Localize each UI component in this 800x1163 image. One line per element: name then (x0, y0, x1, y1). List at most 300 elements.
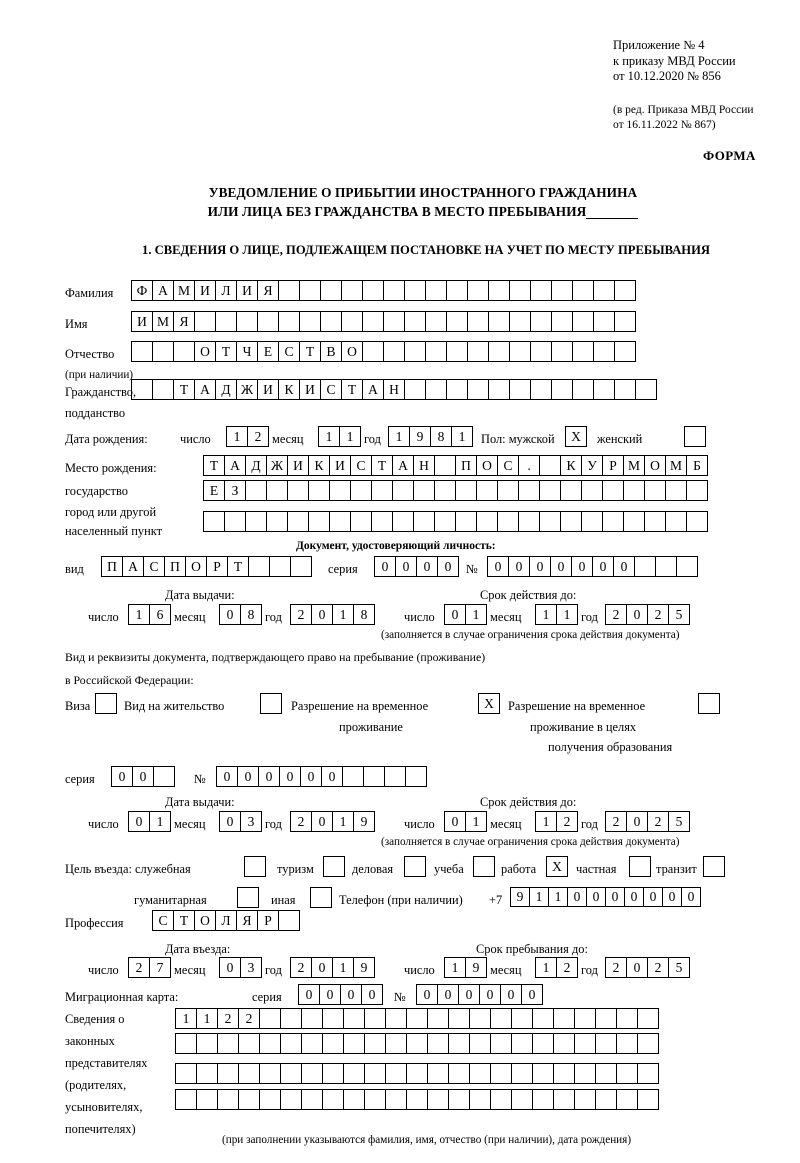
form-cell[interactable]: 0 (216, 766, 238, 787)
form-cell[interactable]: Т (371, 455, 393, 476)
checkbox-female[interactable] (684, 426, 705, 447)
form-cell[interactable]: Р (602, 455, 624, 476)
form-cell[interactable] (131, 379, 153, 400)
form-cell[interactable] (509, 280, 531, 301)
form-cell[interactable]: 2 (605, 957, 627, 978)
form-cell[interactable] (301, 1089, 323, 1110)
form-cell[interactable] (665, 480, 687, 501)
form-cell[interactable] (362, 311, 384, 332)
form-cell[interactable]: 0 (132, 766, 154, 787)
field-birth-year[interactable] (388, 426, 472, 447)
field-birth-place-row-3[interactable] (203, 511, 707, 532)
form-cell[interactable] (511, 1063, 533, 1084)
form-cell[interactable]: М (665, 455, 687, 476)
form-cell[interactable] (614, 341, 636, 362)
form-cell[interactable]: М (623, 455, 645, 476)
form-cell[interactable] (364, 1033, 386, 1054)
form-cell[interactable] (245, 480, 267, 501)
form-cell[interactable]: 9 (465, 957, 487, 978)
form-cell[interactable] (266, 511, 288, 532)
form-cell[interactable] (553, 1033, 575, 1054)
form-cell[interactable]: 8 (430, 426, 452, 447)
form-cell[interactable]: 1 (444, 957, 466, 978)
form-cell[interactable] (371, 511, 393, 532)
checkbox-cell[interactable] (404, 856, 426, 877)
field-citizenship[interactable] (131, 379, 656, 400)
form-cell[interactable] (574, 1063, 596, 1084)
form-cell[interactable] (446, 311, 468, 332)
form-cell[interactable]: Е (257, 341, 279, 362)
form-cell[interactable] (530, 311, 552, 332)
form-cell[interactable] (425, 311, 447, 332)
checkbox-temp-residence[interactable] (478, 693, 499, 714)
form-cell[interactable] (196, 1033, 218, 1054)
form-cell[interactable]: 0 (258, 766, 280, 787)
form-cell[interactable] (299, 311, 321, 332)
form-cell[interactable] (405, 766, 427, 787)
form-cell[interactable] (539, 511, 561, 532)
checkbox-cell[interactable]: X (478, 693, 500, 714)
form-cell[interactable]: 0 (361, 984, 383, 1005)
checkbox-cell[interactable] (323, 856, 345, 877)
form-cell[interactable]: 1 (388, 426, 410, 447)
form-cell[interactable] (175, 1063, 197, 1084)
field-profession[interactable] (152, 910, 299, 931)
form-cell[interactable] (665, 511, 687, 532)
form-cell[interactable]: 0 (340, 984, 362, 1005)
form-cell[interactable] (406, 1008, 428, 1029)
checkbox-cell[interactable] (629, 856, 651, 877)
form-cell[interactable] (511, 1089, 533, 1110)
form-cell[interactable]: 0 (662, 887, 682, 907)
form-cell[interactable]: О (185, 556, 207, 577)
checkbox-cell[interactable] (95, 693, 117, 714)
form-cell[interactable] (572, 341, 594, 362)
form-cell[interactable] (152, 341, 174, 362)
checkbox-cell[interactable] (473, 856, 495, 877)
form-cell[interactable] (259, 1089, 281, 1110)
form-cell[interactable]: 8 (240, 604, 262, 625)
form-cell[interactable] (497, 511, 519, 532)
field-doc-valid-month[interactable] (535, 604, 577, 625)
field-birth-month[interactable] (318, 426, 360, 447)
form-cell[interactable] (406, 1089, 428, 1110)
form-cell[interactable] (551, 341, 573, 362)
form-cell[interactable] (413, 511, 435, 532)
form-cell[interactable] (404, 379, 426, 400)
checkbox-edu-residence[interactable] (698, 693, 719, 714)
form-cell[interactable] (238, 1033, 260, 1054)
form-cell[interactable] (593, 311, 615, 332)
form-cell[interactable]: 0 (487, 556, 509, 577)
form-cell[interactable] (488, 280, 510, 301)
form-cell[interactable] (446, 379, 468, 400)
form-cell[interactable] (248, 556, 270, 577)
field-doc-issue-year[interactable] (290, 604, 374, 625)
form-cell[interactable]: 0 (626, 811, 648, 832)
form-cell[interactable]: Т (203, 455, 225, 476)
form-cell[interactable]: Р (206, 556, 228, 577)
checkbox-humanitarian[interactable] (237, 887, 258, 908)
form-cell[interactable] (595, 1063, 617, 1084)
form-cell[interactable]: 8 (353, 604, 375, 625)
form-cell[interactable]: 0 (128, 811, 150, 832)
form-cell[interactable]: 2 (556, 811, 578, 832)
field-mcard-number[interactable] (416, 984, 542, 1005)
form-cell[interactable] (217, 1033, 239, 1054)
form-cell[interactable]: К (560, 455, 582, 476)
form-cell[interactable] (196, 1089, 218, 1110)
checkbox-cell[interactable]: X (546, 856, 568, 877)
form-cell[interactable] (469, 1033, 491, 1054)
form-cell[interactable]: 0 (681, 887, 701, 907)
form-cell[interactable] (637, 1033, 659, 1054)
form-cell[interactable]: И (299, 379, 321, 400)
form-cell[interactable] (406, 1033, 428, 1054)
form-cell[interactable] (581, 511, 603, 532)
form-cell[interactable] (616, 1089, 638, 1110)
form-cell[interactable] (259, 1033, 281, 1054)
form-cell[interactable] (635, 379, 657, 400)
form-cell[interactable] (308, 480, 330, 501)
form-cell[interactable] (572, 280, 594, 301)
form-cell[interactable] (280, 1089, 302, 1110)
form-cell[interactable] (392, 480, 414, 501)
field-legal-rep-row-3[interactable] (175, 1063, 658, 1084)
form-cell[interactable] (131, 341, 153, 362)
form-cell[interactable]: 0 (479, 984, 501, 1005)
form-cell[interactable]: Т (227, 556, 249, 577)
form-cell[interactable]: 0 (300, 766, 322, 787)
form-cell[interactable] (551, 311, 573, 332)
form-cell[interactable] (322, 1008, 344, 1029)
form-cell[interactable]: Я (173, 311, 195, 332)
form-cell[interactable] (406, 1063, 428, 1084)
form-cell[interactable]: 0 (416, 556, 438, 577)
form-cell[interactable]: Н (383, 379, 405, 400)
form-cell[interactable] (329, 511, 351, 532)
checkbox-tourism[interactable] (323, 856, 344, 877)
field-stay-month[interactable] (535, 957, 577, 978)
form-cell[interactable] (455, 480, 477, 501)
form-cell[interactable] (385, 1063, 407, 1084)
form-cell[interactable]: 2 (238, 1008, 260, 1029)
form-cell[interactable]: 3 (240, 957, 262, 978)
form-cell[interactable]: У (581, 455, 603, 476)
form-cell[interactable] (196, 1063, 218, 1084)
form-cell[interactable]: А (392, 455, 414, 476)
form-cell[interactable]: 2 (217, 1008, 239, 1029)
checkbox-cell[interactable] (260, 693, 282, 714)
form-cell[interactable] (623, 511, 645, 532)
checkbox-cell[interactable] (237, 887, 259, 908)
form-cell[interactable] (280, 1063, 302, 1084)
checkbox-residence-permit[interactable] (260, 693, 281, 714)
form-cell[interactable] (385, 1089, 407, 1110)
form-cell[interactable]: Ч (236, 341, 258, 362)
form-cell[interactable]: 2 (647, 957, 669, 978)
form-cell[interactable] (301, 1008, 323, 1029)
form-cell[interactable]: 1 (529, 887, 549, 907)
form-cell[interactable]: В (320, 341, 342, 362)
form-cell[interactable]: 0 (626, 604, 648, 625)
form-cell[interactable]: 0 (219, 604, 241, 625)
checkbox-cell[interactable] (703, 856, 725, 877)
form-cell[interactable] (488, 379, 510, 400)
form-cell[interactable]: 0 (521, 984, 543, 1005)
field-legal-rep-row-2[interactable] (175, 1033, 658, 1054)
form-cell[interactable]: Б (686, 455, 708, 476)
form-cell[interactable] (259, 1008, 281, 1029)
form-cell[interactable] (427, 1089, 449, 1110)
form-cell[interactable]: 2 (605, 604, 627, 625)
form-cell[interactable]: . (518, 455, 540, 476)
form-cell[interactable]: 0 (111, 766, 133, 787)
form-cell[interactable]: 1 (149, 811, 171, 832)
field-entry-year[interactable] (290, 957, 374, 978)
form-cell[interactable] (425, 341, 447, 362)
form-cell[interactable] (217, 1089, 239, 1110)
form-cell[interactable] (593, 280, 615, 301)
form-cell[interactable] (581, 480, 603, 501)
form-cell[interactable]: С (278, 341, 300, 362)
form-cell[interactable] (383, 311, 405, 332)
form-cell[interactable] (476, 480, 498, 501)
form-cell[interactable]: 0 (613, 556, 635, 577)
checkbox-other-purpose[interactable] (310, 887, 331, 908)
field-doc-valid-day[interactable] (444, 604, 486, 625)
form-cell[interactable]: И (257, 379, 279, 400)
form-cell[interactable] (467, 341, 489, 362)
form-cell[interactable]: Л (215, 910, 237, 931)
form-cell[interactable]: Ж (266, 455, 288, 476)
form-cell[interactable]: 0 (374, 556, 396, 577)
form-cell[interactable] (644, 480, 666, 501)
form-cell[interactable] (203, 511, 225, 532)
form-cell[interactable]: 2 (556, 957, 578, 978)
field-doc-valid-year[interactable] (605, 604, 689, 625)
form-cell[interactable]: 2 (647, 811, 669, 832)
form-cell[interactable] (238, 1089, 260, 1110)
form-cell[interactable] (322, 1089, 344, 1110)
form-cell[interactable]: П (164, 556, 186, 577)
form-cell[interactable]: С (497, 455, 519, 476)
form-cell[interactable] (404, 311, 426, 332)
form-cell[interactable]: 1 (451, 426, 473, 447)
form-cell[interactable]: 1 (465, 604, 487, 625)
field-doc-kind[interactable] (101, 556, 311, 577)
form-cell[interactable]: 0 (237, 766, 259, 787)
form-cell[interactable] (278, 910, 300, 931)
form-cell[interactable] (655, 556, 677, 577)
form-cell[interactable]: 0 (529, 556, 551, 577)
form-cell[interactable] (467, 280, 489, 301)
field-permit-valid-month[interactable] (535, 811, 577, 832)
form-cell[interactable] (175, 1033, 197, 1054)
form-cell[interactable] (343, 1008, 365, 1029)
form-cell[interactable] (637, 1089, 659, 1110)
form-cell[interactable]: И (329, 455, 351, 476)
form-cell[interactable] (530, 341, 552, 362)
form-cell[interactable] (425, 379, 447, 400)
form-cell[interactable] (342, 766, 364, 787)
form-cell[interactable] (616, 1008, 638, 1029)
form-cell[interactable] (614, 379, 636, 400)
form-cell[interactable] (560, 480, 582, 501)
form-cell[interactable] (287, 480, 309, 501)
form-cell[interactable]: Л (215, 280, 237, 301)
form-cell[interactable] (614, 280, 636, 301)
form-cell[interactable] (469, 1008, 491, 1029)
form-cell[interactable]: 0 (458, 984, 480, 1005)
form-cell[interactable] (446, 341, 468, 362)
form-cell[interactable] (425, 280, 447, 301)
field-permit-issue-day[interactable] (128, 811, 170, 832)
form-cell[interactable]: 1 (318, 426, 340, 447)
form-cell[interactable]: Д (245, 455, 267, 476)
form-cell[interactable] (602, 480, 624, 501)
form-cell[interactable] (553, 1089, 575, 1110)
form-cell[interactable]: 2 (605, 811, 627, 832)
form-cell[interactable]: 2 (128, 957, 150, 978)
form-cell[interactable] (686, 480, 708, 501)
form-cell[interactable] (385, 1008, 407, 1029)
form-cell[interactable] (560, 511, 582, 532)
form-cell[interactable]: 0 (416, 984, 438, 1005)
form-cell[interactable]: 1 (196, 1008, 218, 1029)
field-permit-valid-year[interactable] (605, 811, 689, 832)
form-cell[interactable] (644, 511, 666, 532)
form-cell[interactable] (539, 480, 561, 501)
form-cell[interactable] (322, 1063, 344, 1084)
form-cell[interactable]: Р (257, 910, 279, 931)
form-cell[interactable]: А (362, 379, 384, 400)
form-cell[interactable] (362, 341, 384, 362)
form-cell[interactable] (320, 280, 342, 301)
form-cell[interactable] (616, 1063, 638, 1084)
form-cell[interactable]: 0 (586, 887, 606, 907)
form-cell[interactable]: Ф (131, 280, 153, 301)
form-cell[interactable] (446, 280, 468, 301)
form-cell[interactable]: 0 (444, 811, 466, 832)
form-cell[interactable]: 3 (240, 811, 262, 832)
form-cell[interactable] (595, 1008, 617, 1029)
field-entry-month[interactable] (219, 957, 261, 978)
form-cell[interactable] (676, 556, 698, 577)
field-legal-rep-row-4[interactable] (175, 1089, 658, 1110)
field-birth-day[interactable] (226, 426, 268, 447)
form-cell[interactable]: 1 (535, 604, 557, 625)
form-cell[interactable] (343, 1063, 365, 1084)
form-cell[interactable] (530, 379, 552, 400)
form-cell[interactable] (532, 1063, 554, 1084)
form-cell[interactable] (634, 556, 656, 577)
form-cell[interactable] (245, 511, 267, 532)
form-cell[interactable] (269, 556, 291, 577)
field-doc-issue-month[interactable] (219, 604, 261, 625)
form-cell[interactable]: 6 (149, 604, 171, 625)
form-cell[interactable] (637, 1008, 659, 1029)
form-cell[interactable] (371, 480, 393, 501)
form-cell[interactable]: 9 (409, 426, 431, 447)
form-cell[interactable] (511, 1033, 533, 1054)
form-cell[interactable]: 0 (592, 556, 614, 577)
form-cell[interactable] (497, 480, 519, 501)
form-cell[interactable] (364, 1063, 386, 1084)
form-cell[interactable] (350, 480, 372, 501)
form-cell[interactable]: Т (173, 379, 195, 400)
checkbox-visa[interactable] (95, 693, 116, 714)
form-cell[interactable] (290, 556, 312, 577)
form-cell[interactable] (614, 311, 636, 332)
form-cell[interactable]: 0 (605, 887, 625, 907)
field-phone[interactable] (510, 887, 700, 907)
form-cell[interactable] (553, 1008, 575, 1029)
field-legal-rep-row-1[interactable] (175, 1008, 658, 1029)
form-cell[interactable]: Д (215, 379, 237, 400)
form-cell[interactable]: А (152, 280, 174, 301)
form-cell[interactable]: О (644, 455, 666, 476)
form-cell[interactable] (532, 1089, 554, 1110)
form-cell[interactable] (278, 311, 300, 332)
form-cell[interactable] (455, 511, 477, 532)
form-cell[interactable] (574, 1008, 596, 1029)
form-cell[interactable] (257, 311, 279, 332)
form-cell[interactable] (532, 1033, 554, 1054)
form-cell[interactable] (308, 511, 330, 532)
form-cell[interactable]: 0 (444, 604, 466, 625)
checkbox-service[interactable] (244, 856, 265, 877)
form-cell[interactable] (364, 1089, 386, 1110)
field-surname[interactable] (131, 280, 635, 301)
form-cell[interactable]: 0 (550, 556, 572, 577)
form-cell[interactable]: 5 (668, 604, 690, 625)
field-mcard-series[interactable] (298, 984, 382, 1005)
checkbox-cell[interactable] (310, 887, 332, 908)
form-cell[interactable] (532, 1008, 554, 1029)
form-cell[interactable]: М (152, 311, 174, 332)
checkbox-cell[interactable] (684, 426, 706, 447)
form-cell[interactable] (153, 766, 175, 787)
form-cell[interactable] (322, 1033, 344, 1054)
form-cell[interactable] (602, 511, 624, 532)
form-cell[interactable]: К (278, 379, 300, 400)
form-cell[interactable]: 1 (128, 604, 150, 625)
form-cell[interactable] (215, 311, 237, 332)
form-cell[interactable] (217, 1063, 239, 1084)
form-cell[interactable] (509, 341, 531, 362)
form-cell[interactable] (467, 379, 489, 400)
form-cell[interactable] (224, 511, 246, 532)
form-cell[interactable] (329, 480, 351, 501)
form-cell[interactable] (280, 1008, 302, 1029)
form-cell[interactable] (488, 341, 510, 362)
form-cell[interactable]: 9 (510, 887, 530, 907)
checkbox-male[interactable] (565, 426, 586, 447)
form-cell[interactable] (469, 1063, 491, 1084)
form-cell[interactable]: 1 (175, 1008, 197, 1029)
form-cell[interactable] (350, 511, 372, 532)
field-doc-number[interactable] (487, 556, 697, 577)
form-cell[interactable] (509, 311, 531, 332)
form-cell[interactable]: С (143, 556, 165, 577)
form-cell[interactable] (551, 280, 573, 301)
checkbox-business[interactable] (404, 856, 425, 877)
form-cell[interactable] (518, 480, 540, 501)
field-doc-series[interactable] (374, 556, 458, 577)
form-cell[interactable]: 2 (647, 604, 669, 625)
form-cell[interactable]: К (308, 455, 330, 476)
